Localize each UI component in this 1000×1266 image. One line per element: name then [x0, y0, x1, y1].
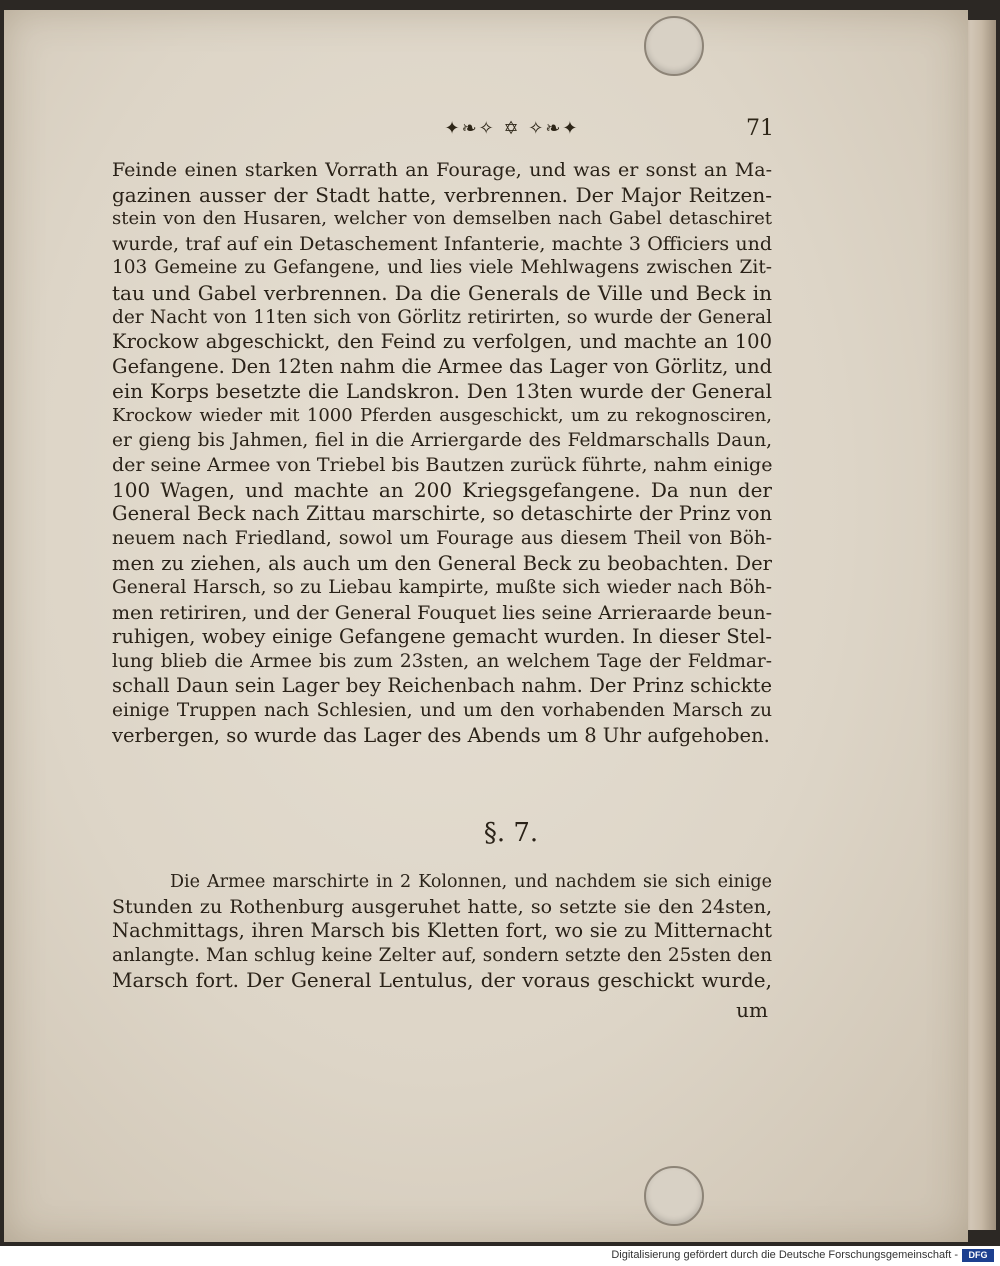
text-line: men zu ziehen, als auch um den General Beck zu beobachten. Der: [112, 551, 772, 575]
paragraph-2: [112, 870, 772, 993]
text-line: Feinde einen starken Vorrath an Fourage, und was er sonst an Ma-: [112, 159, 772, 181]
text-line: verbergen, so wurde das Lager des Abends um 8 Uhr aufgehoben.: [112, 723, 770, 747]
text-line: Krockow abgeschickt, den Feind zu verfolgen, und machte an 100: [112, 330, 772, 354]
text-line: Nachmittags, ihren Marsch bis Kletten fort, wo sie zu Mitternacht: [112, 919, 772, 943]
text-line: Marsch fort. Der General Lentulus, der voraus geschickt wurde,: [112, 968, 772, 993]
text-line: der seine Armee von Triebel bis Bautzen zurück führte, nahm einige: [112, 454, 772, 477]
text-line: einige Truppen nach Schlesien, und um den vorhabenden Marsch zu: [112, 700, 772, 722]
text-line: gazinen ausser der Stadt hatte, verbrennen. Der Major Reitzen-: [112, 182, 772, 207]
page-number: 71: [746, 116, 774, 141]
text-line: ruhigen, wobey einige Gefangene gemacht wurden. In dieser Stel-: [112, 625, 772, 649]
section-heading: §. 7.: [483, 818, 539, 848]
text-line: Die Armee marschirte in 2 Kolonnen, und nachdem sie sich einige: [170, 872, 772, 892]
text-line: Stunden zu Rothenburg ausgeruhet hatte, so setzte sie den 24sten,: [112, 895, 772, 918]
text-line: Gefangene. Den 12ten nahm die Armee das Lager von Görlitz, und: [112, 354, 772, 378]
catchword: um: [736, 998, 768, 1022]
funding-credit: Digitalisierung gefördert durch die Deutsche Forschungsgemeinschaft -: [611, 1249, 958, 1261]
footer-bar: [0, 1246, 1000, 1266]
text-line: schall Daun sein Lager bey Reichenbach nahm. Der Prinz schickte: [112, 674, 772, 698]
page-clip-top: [644, 16, 704, 76]
page-clip-bottom: [644, 1166, 704, 1226]
text-line: neuem nach Friedland, sowol um Fourage aus diesem Theil von Böh-: [112, 527, 772, 549]
text-line: Krockow wieder mit 1000 Pferden ausgeschickt, um zu rekognosciren,: [112, 404, 772, 426]
text-line: tau und Gabel verbrennen. Da die Generals de Ville und Beck in: [112, 280, 772, 305]
header-ornament: ✦❧✧ ✡ ✧❧✦: [444, 118, 580, 139]
text-line: wurde, traf auf ein Detaschement Infanterie, machte 3 Officiers und: [112, 232, 772, 255]
text-line: stein von den Husaren, welcher von demselben nach Gabel detaschiret: [112, 208, 772, 230]
text-line: 103 Gemeine zu Gefangene, und lies viele Mehlwagens zwischen Zit-: [112, 257, 772, 279]
text-line: ein Korps besetzte die Landskron. Den 13ten wurde der General: [112, 379, 772, 404]
text-line: 100 Wagen, und machte an 200 Kriegsgefangene. Da nun der: [112, 477, 772, 502]
text-line: General Harsch, so zu Liebau kampirte, mußte sich wieder nach Böh-: [112, 577, 772, 599]
running-header: [154, 112, 774, 148]
text-line: men retiriren, und der General Fouquet lies seine Arrieraarde beun-: [112, 601, 772, 624]
paragraph-1: [112, 158, 772, 748]
text-line: der Nacht von 11ten sich von Görlitz retirirten, so wurde der General: [112, 306, 772, 328]
text-line: lung blieb die Armee bis zum 23sten, an welchem Tage der Feldmar-: [112, 650, 772, 672]
dfg-logo-icon: DFG: [962, 1249, 994, 1262]
text-line: General Beck nach Zittau marschirte, so detaschirte der Prinz von: [112, 502, 772, 526]
text-line: anlangte. Man schlug keine Zelter auf, sondern setzte den 25sten den: [112, 944, 772, 966]
book-page: [4, 10, 968, 1242]
text-line: er gieng bis Jahmen, fiel in die Arriergarde des Feldmarschalls Daun,: [112, 429, 772, 451]
